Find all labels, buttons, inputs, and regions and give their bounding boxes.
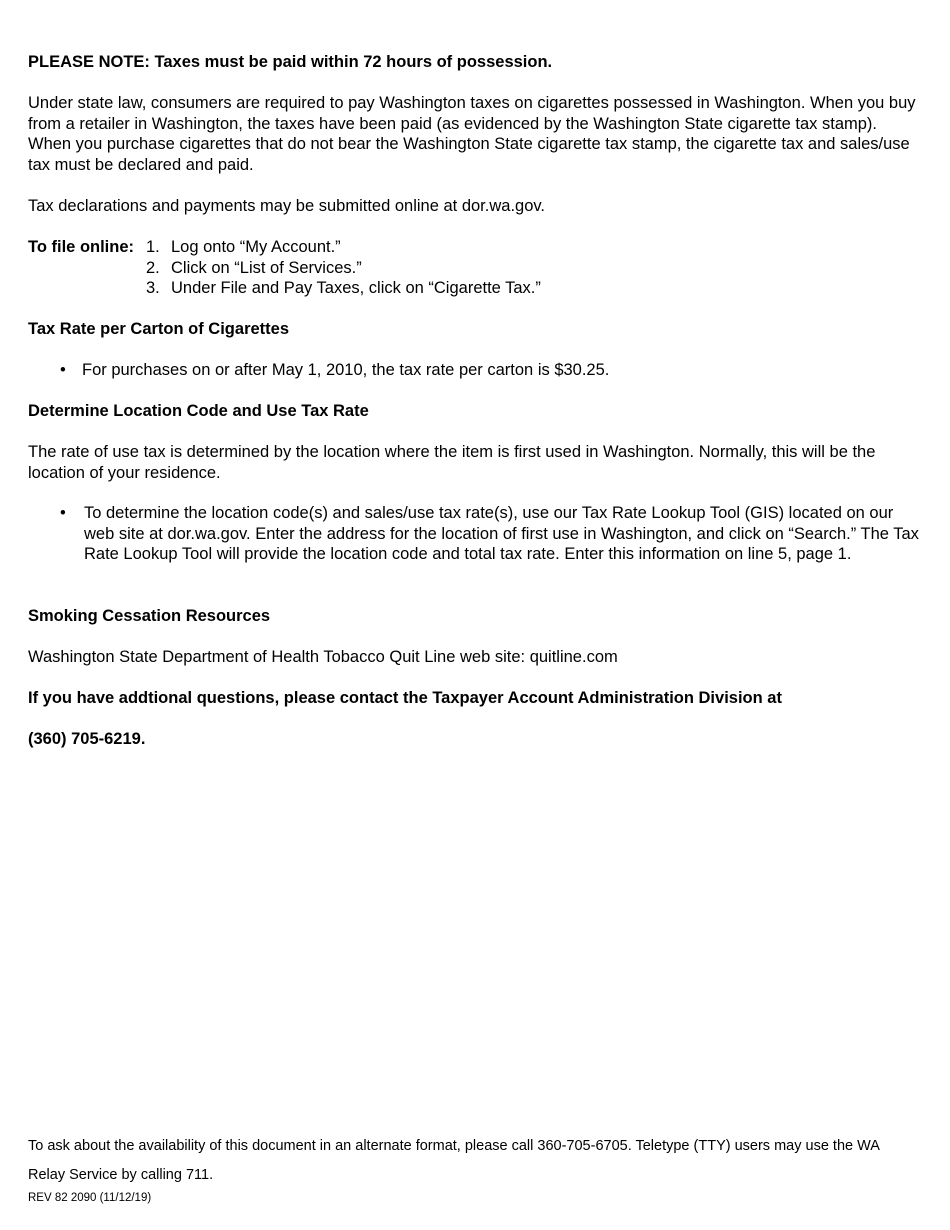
location-code-paragraph: The rate of use tax is determined by the location where the item is first used in Washington. Normally, this will be the location of your residence. (28, 443, 876, 482)
cessation-heading: Smoking Cessation Resources (28, 607, 271, 625)
step-number: 2. (146, 258, 160, 277)
location-code-bullet-text: To determine the location code(s) and sales/use tax rate(s), use our Tax Rate Lookup Tool (GIS) located on our web site at dor.wa.gov. Enter the address for the location of first use in Washington, and click on “Search.” The Tax Rate Lookup Tool will provide the location code and total tax rate. Enter this information on line 5, page 1. (84, 504, 919, 563)
step-number: 3. (146, 279, 160, 297)
step-text: Under File and Pay Taxes, click on “Cigarette Tax.” (171, 279, 541, 297)
bullet-icon: • (60, 361, 66, 379)
tax-rate-bullet-text: For purchases on or after May 1, 2010, the tax rate per carton is $30.25. (82, 361, 610, 379)
file-online-step (146, 278, 541, 299)
online-submission-note: Tax declarations and payments may be submitted online at dor.wa.gov. (28, 197, 545, 215)
contact-statement: If you have addtional questions, please contact the Taxpayer Account Administration Division at (28, 689, 782, 707)
file-online-label: To file online: (28, 238, 135, 256)
bullet-icon: • (60, 504, 66, 522)
form-revision-id: REV 82 2090 (11/12/19) (28, 1192, 152, 1204)
alternate-format-footer: To ask about the availability of this document in an alternate format, please call 360-705-6705. Teletype (TTY) users may use the WA Relay Service by calling 711. (28, 1138, 880, 1183)
file-online-instructions (28, 237, 928, 299)
step-number: 1. (146, 238, 160, 256)
file-online-step (146, 237, 341, 258)
step-text: Click on “List of Services.” (171, 258, 362, 277)
contact-phone: (360) 705-6219. (28, 730, 146, 748)
tax-rate-heading: Tax Rate per Carton of Cigarettes (28, 320, 290, 338)
payment-deadline-notice: PLEASE NOTE: Taxes must be paid within 72 hours of possession. (28, 53, 553, 71)
step-text: Log onto “My Account.” (171, 238, 341, 256)
tax-rate-bullet (60, 360, 609, 381)
location-code-bullet (60, 503, 928, 565)
intro-paragraph: Under state law, consumers are required to pay Washington taxes on cigarettes possessed in Washington. When you buy from a retailer in Washington, the taxes have been paid (as evidenced by the Washington State cigarette tax stamp). When you purchase cigarettes that do not bear the Washington State cigarette tax stamp, the cigarette tax and sales/use tax must be declared and paid. (28, 94, 916, 174)
location-code-heading: Determine Location Code and Use Tax Rate (28, 402, 369, 420)
cessation-resource-text: Washington State Department of Health Tobacco Quit Line web site: quitline.com (28, 648, 618, 666)
file-online-step (146, 258, 362, 279)
